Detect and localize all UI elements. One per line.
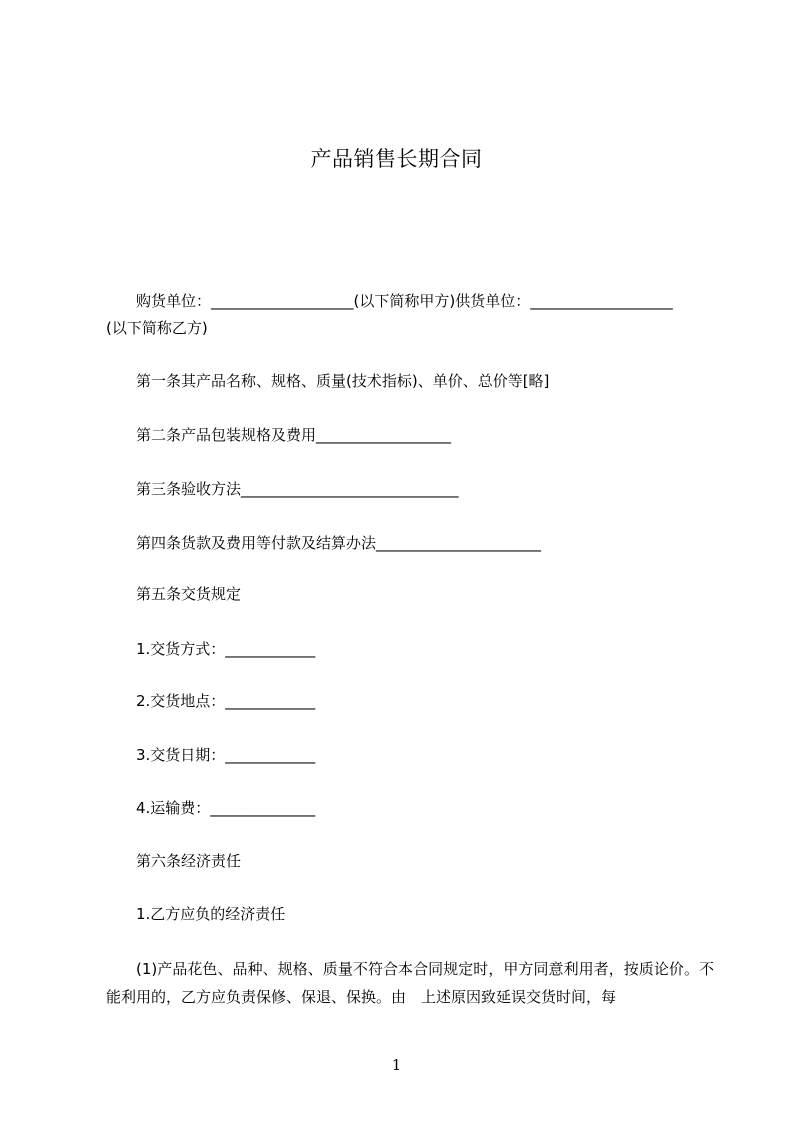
delivery-method: 1.交货方式：____________ (136, 640, 316, 658)
article-3: 第三条验收方法_____________________________ (136, 480, 459, 498)
parties-line-2: (以下简称乙方) (106, 319, 208, 337)
delivery-location: 2.交货地点：____________ (136, 692, 316, 710)
article-2: 第二条产品包装规格及费用__________________ (136, 426, 452, 444)
page-number: 1 (391, 1056, 402, 1074)
article-6: 第六条经济责任 (136, 852, 242, 870)
parties-line-1: 购货单位：___________________(以下简称甲方)供货单位：___________________ (136, 292, 673, 310)
article-5: 第五条交货规定 (136, 585, 242, 603)
delivery-date: 3.交货日期：____________ (136, 746, 316, 764)
liability-heading: 1.乙方应负的经济责任 (136, 905, 286, 923)
document-title: 产品销售长期合同 (310, 147, 483, 171)
shipping-fee: 4.运输费：______________ (136, 799, 316, 817)
liability-paragraph: (1)产品花色、品种、规格、质量不符合本合同规定时，甲方同意利用者，按质论价。不能利用的，乙方应负责保修、保退、保换。由 上述原因致延误交货时间，每 (106, 960, 714, 1006)
article-1: 第一条其产品名称、规格、质量(技术指标)、单价、总价等[略] (136, 372, 550, 390)
article-4: 第四条货款及费用等付款及结算办法______________________ (136, 534, 542, 552)
